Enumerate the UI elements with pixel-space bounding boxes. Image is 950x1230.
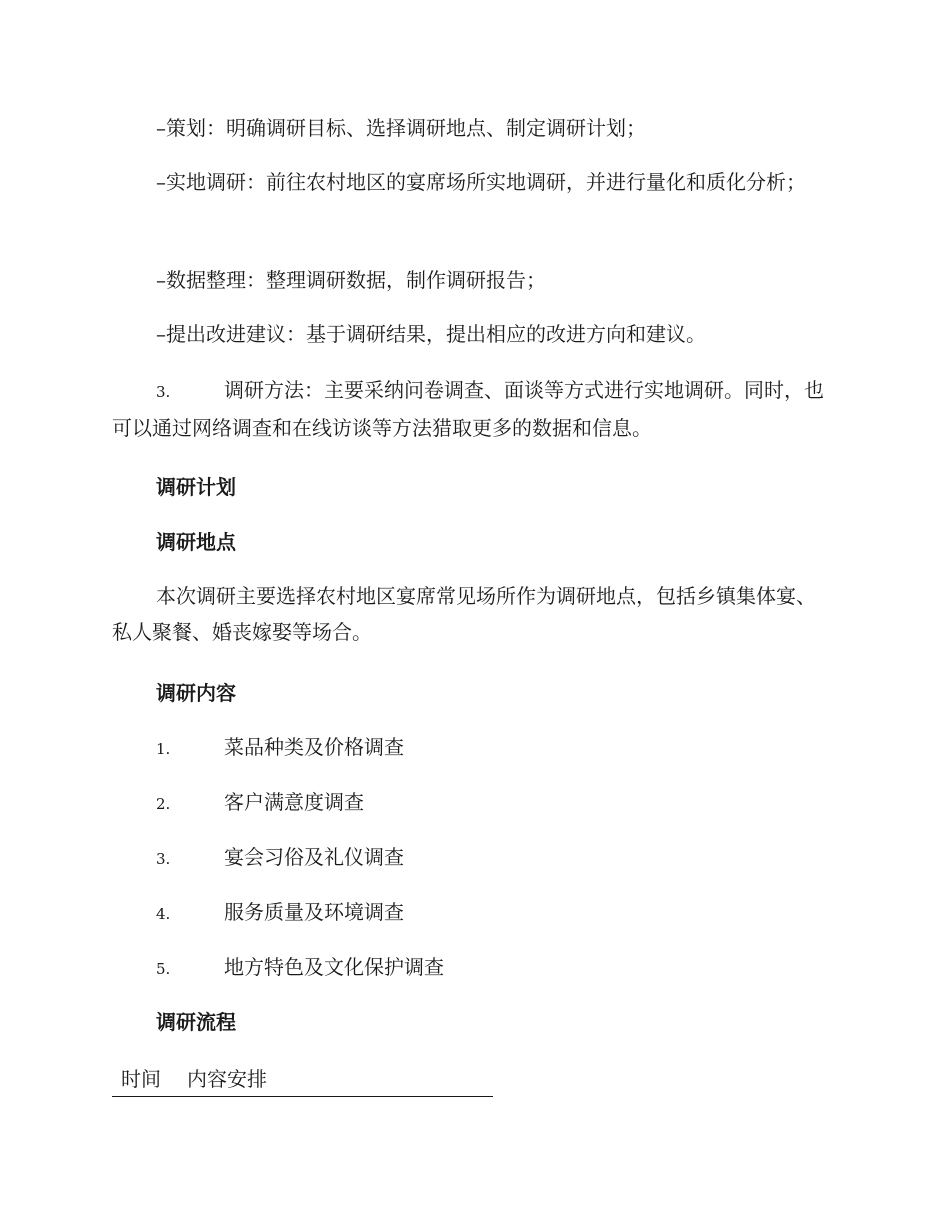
method-text: 调研方法：主要采纳问卷调查、面谈等方式进行实地调研。同时，也可以通过网络调查和在线访谈等方法猎取更多的数据和信息。 bbox=[112, 378, 824, 440]
location-paragraph: 本次调研主要选择农村地区宴席常见场所作为调研地点，包括乡镇集体宴、私人聚餐、婚丧嫁娶等场合。 bbox=[112, 584, 816, 644]
list-item bbox=[156, 729, 404, 767]
heading-process: 调研流程 bbox=[156, 1010, 236, 1034]
process-table bbox=[112, 1062, 493, 1097]
table-header-content: 内容安排 bbox=[187, 1067, 267, 1091]
list-item bbox=[156, 894, 404, 932]
item-suggestions: –提出改进建议：基于调研结果，提出相应的改进方向和建议。 bbox=[156, 322, 706, 346]
list-item bbox=[156, 784, 364, 822]
list-number: 2. bbox=[156, 795, 171, 813]
list-number: 3. bbox=[156, 850, 171, 868]
list-number: 1. bbox=[156, 740, 171, 758]
table-header-time: 时间 bbox=[121, 1067, 161, 1091]
heading-content: 调研内容 bbox=[156, 681, 236, 705]
list-text: 客户满意度调查 bbox=[224, 790, 364, 814]
table-header-row bbox=[112, 1062, 493, 1096]
list-text: 地方特色及文化保护调查 bbox=[224, 955, 444, 979]
list-item bbox=[156, 949, 444, 987]
list-text: 菜品种类及价格调查 bbox=[224, 735, 404, 759]
heading-plan: 调研计划 bbox=[156, 475, 236, 499]
list-item bbox=[156, 839, 404, 877]
item-field-research: –实地调研：前往农村地区的宴席场所实地调研，并进行量化和质化分析； bbox=[156, 170, 806, 194]
method-paragraph bbox=[112, 372, 832, 446]
heading-location: 调研地点 bbox=[156, 530, 236, 554]
item-data-organization: –数据整理：整理调研数据，制作调研报告； bbox=[156, 268, 546, 292]
list-number: 4. bbox=[156, 905, 171, 923]
list-text: 服务质量及环境调查 bbox=[224, 900, 404, 924]
method-number: 3. bbox=[156, 383, 171, 401]
list-text: 宴会习俗及礼仪调查 bbox=[224, 845, 404, 869]
list-number: 5. bbox=[156, 960, 171, 978]
item-plan: –策划：明确调研目标、选择调研地点、制定调研计划； bbox=[156, 116, 646, 140]
